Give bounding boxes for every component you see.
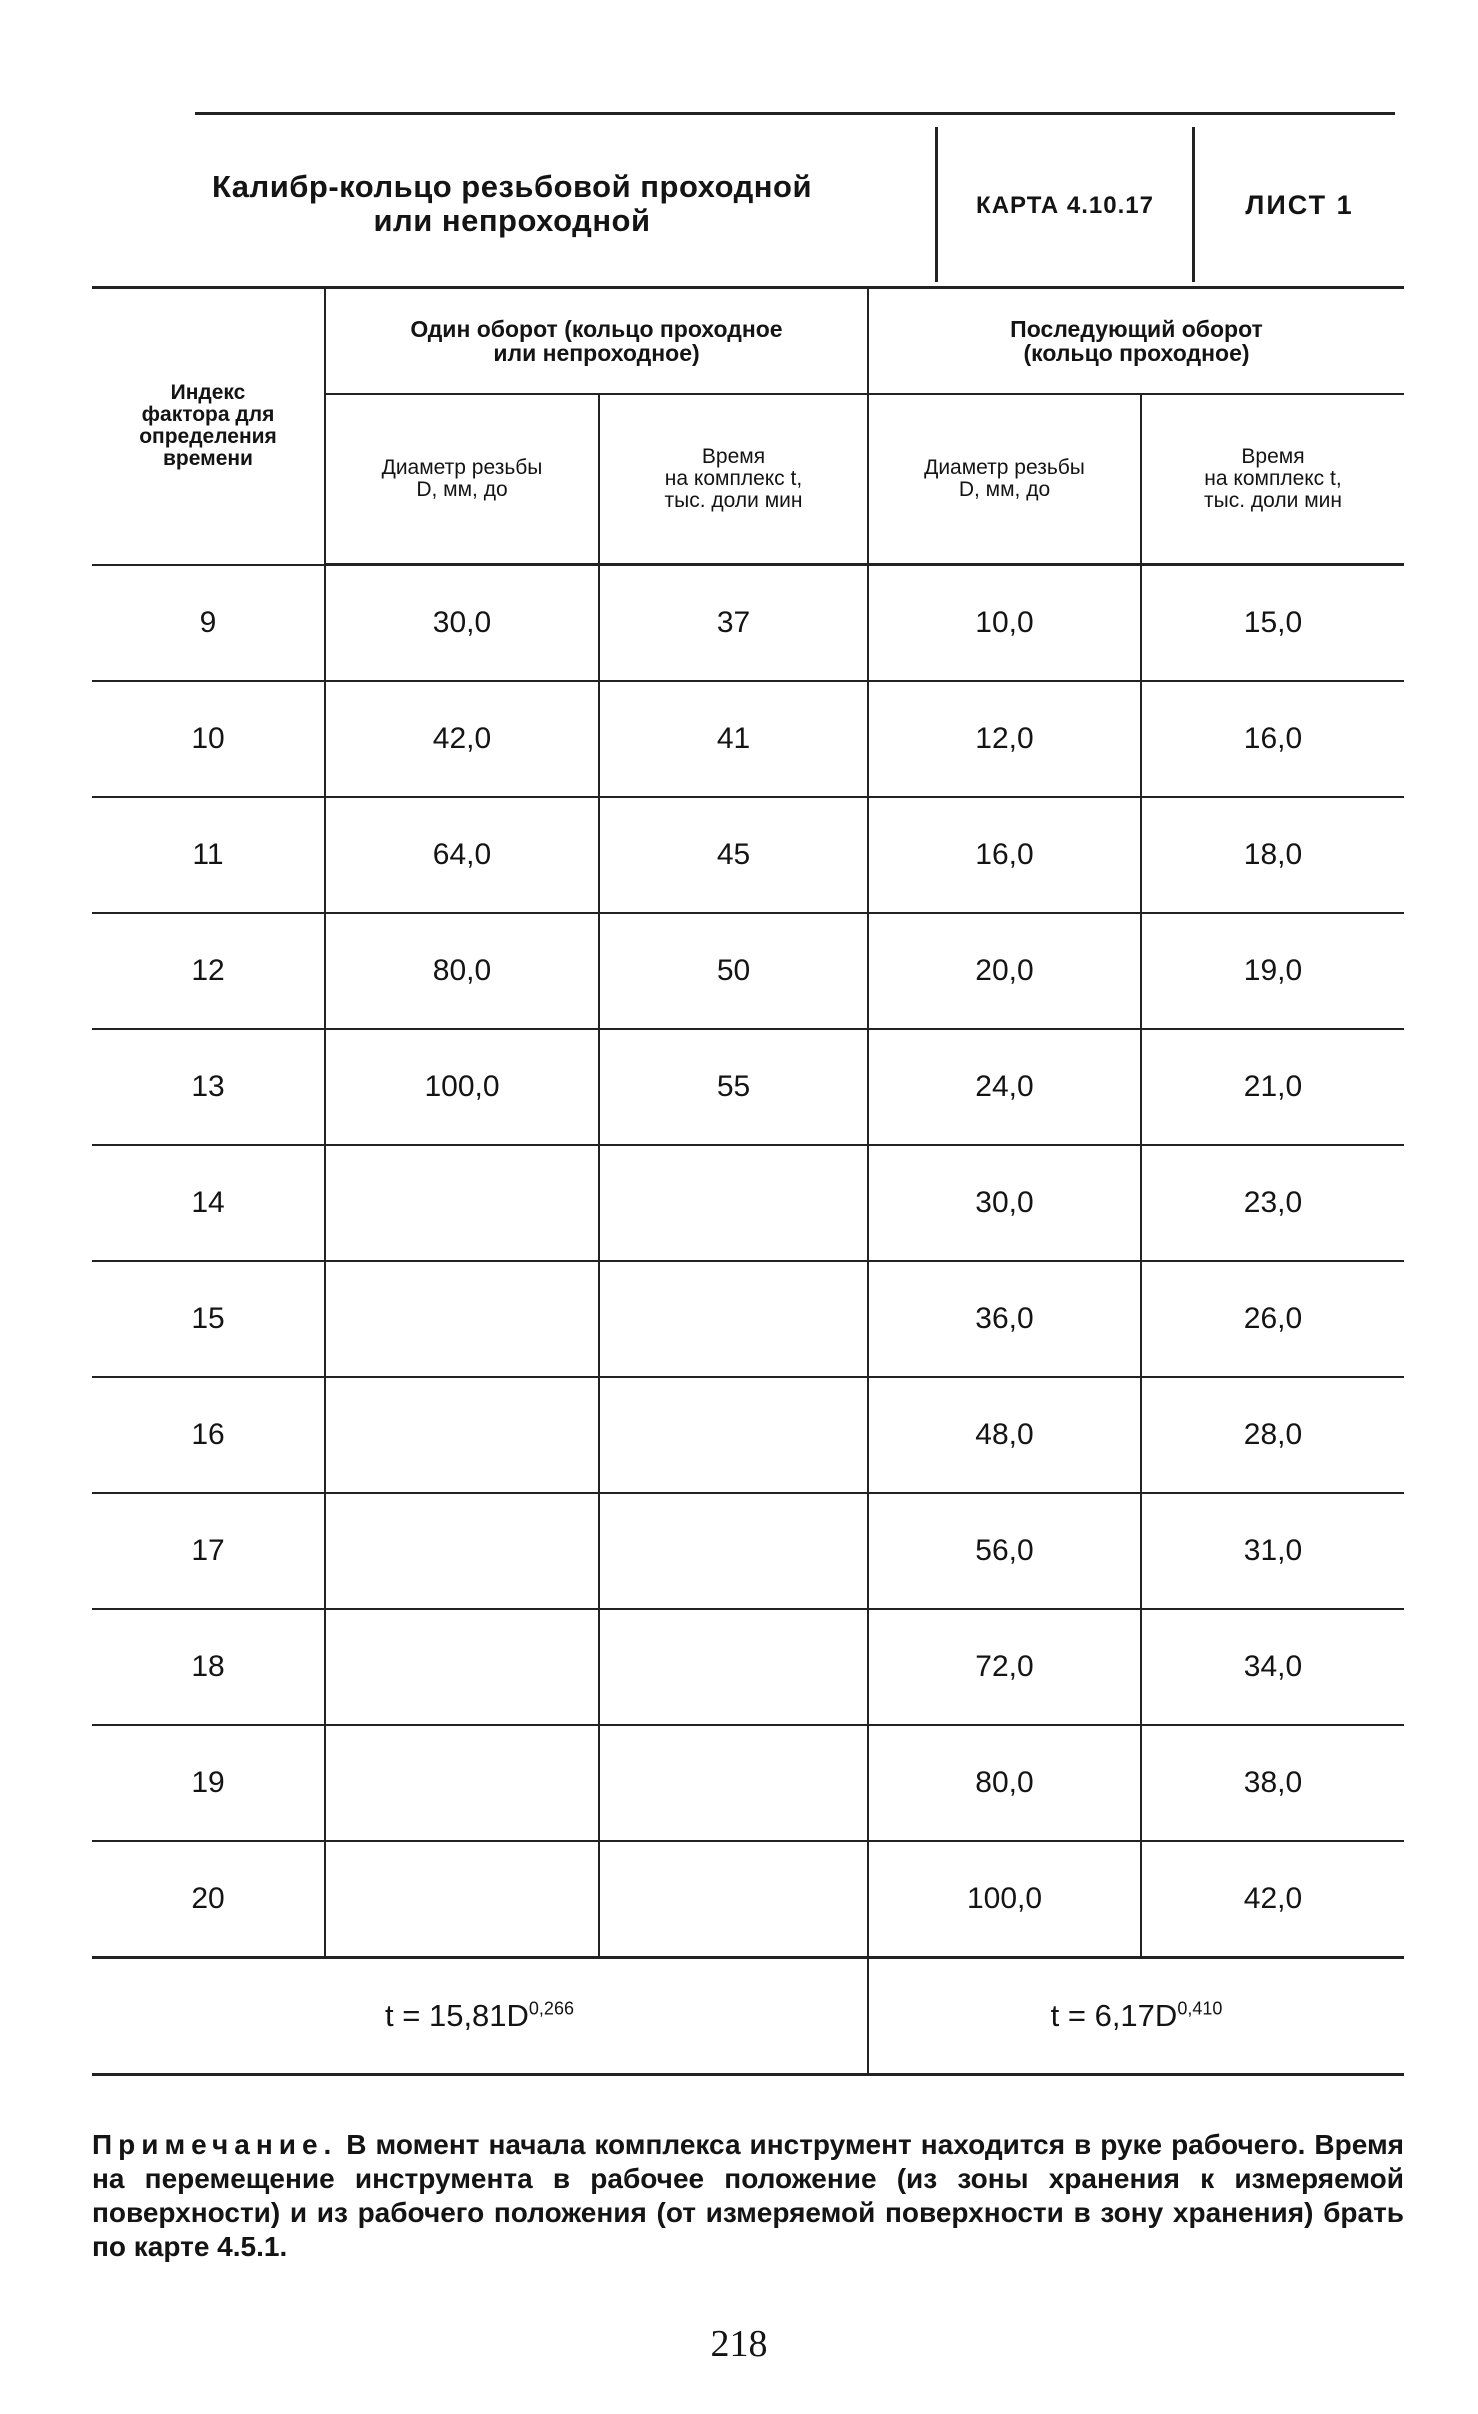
time-cell [599, 1725, 868, 1841]
time-cell: 26,0 [1141, 1261, 1404, 1377]
time-column-header: Время на комплекс t, тыс. доли мин [599, 394, 868, 565]
diameter-cell: 30,0 [325, 565, 599, 682]
table-row [92, 1261, 1404, 1377]
time-cell: 28,0 [1141, 1377, 1404, 1493]
time-cell [599, 1261, 868, 1377]
index-cell: 12 [92, 913, 325, 1029]
index-cell: 10 [92, 681, 325, 797]
page-number: 218 [710, 2323, 768, 2365]
diameter-cell [325, 1377, 599, 1493]
table-row [92, 1493, 1404, 1609]
time-cell: 16,0 [1141, 681, 1404, 797]
card-header [92, 122, 1404, 282]
time-cell: 31,0 [1141, 1493, 1404, 1609]
diameter-cell: 30,0 [868, 1145, 1141, 1261]
sheet-number: ЛИСТ 1 [1245, 190, 1354, 220]
index-cell: 19 [92, 1725, 325, 1841]
table-row [92, 913, 1404, 1029]
formula-row [92, 1958, 1404, 2075]
card-title: Калибр-кольцо резьбовой проходной или непроходной [211, 169, 813, 238]
group-header-next-turn: Последующий оборот (кольцо проходное) [868, 288, 1404, 395]
diameter-cell [325, 1725, 599, 1841]
time-cell: 34,0 [1141, 1609, 1404, 1725]
time-cell: 41 [599, 681, 868, 797]
index-cell: 18 [92, 1609, 325, 1725]
index-column-header: Индекс фактора для определения времени [92, 288, 325, 565]
diameter-cell: 16,0 [868, 797, 1141, 913]
table-row [92, 1377, 1404, 1493]
index-cell: 16 [92, 1377, 325, 1493]
diameter-cell: 100,0 [325, 1029, 599, 1145]
index-cell: 13 [92, 1029, 325, 1145]
time-cell [599, 1377, 868, 1493]
diameter-cell: 100,0 [868, 1841, 1141, 1958]
time-cell: 50 [599, 913, 868, 1029]
diameter-cell: 72,0 [868, 1609, 1141, 1725]
note-paragraph [92, 2128, 1404, 2264]
time-cell: 37 [599, 565, 868, 682]
diameter-column-header: Диаметр резьбы D, мм, до [868, 394, 1141, 565]
time-norm-table [92, 286, 1404, 2076]
time-cell: 19,0 [1141, 913, 1404, 1029]
diameter-cell: 48,0 [868, 1377, 1141, 1493]
group-header-one-turn: Один оборот (кольцо проходное или непроходное) [325, 288, 868, 395]
formula-exponent: 0,410 [1177, 1998, 1223, 2019]
time-cell [599, 1145, 868, 1261]
index-cell: 15 [92, 1261, 325, 1377]
time-cell: 23,0 [1141, 1145, 1404, 1261]
time-cell: 38,0 [1141, 1725, 1404, 1841]
index-cell: 17 [92, 1493, 325, 1609]
table-row [92, 565, 1404, 682]
time-cell [599, 1493, 868, 1609]
time-cell [599, 1841, 868, 1958]
diameter-cell: 56,0 [868, 1493, 1141, 1609]
index-cell: 9 [92, 565, 325, 682]
card-number: КАРТА 4.10.17 [976, 192, 1154, 219]
diameter-cell: 10,0 [868, 565, 1141, 682]
table-body [92, 565, 1404, 1958]
diameter-cell [325, 1609, 599, 1725]
time-cell: 42,0 [1141, 1841, 1404, 1958]
diameter-cell: 24,0 [868, 1029, 1141, 1145]
index-cell: 20 [92, 1841, 325, 1958]
diameter-cell [325, 1145, 599, 1261]
time-cell [599, 1609, 868, 1725]
top-rule [195, 112, 1395, 115]
formula-next-turn [868, 1958, 1404, 2075]
time-cell: 18,0 [1141, 797, 1404, 913]
table-row [92, 797, 1404, 913]
formula-base: t = 6,17D [1050, 1998, 1178, 2033]
table-row [92, 1029, 1404, 1145]
diameter-cell: 12,0 [868, 681, 1141, 797]
time-column-header: Время на комплекс t, тыс. доли мин [1141, 394, 1404, 565]
diameter-cell: 36,0 [868, 1261, 1141, 1377]
formula-exponent: 0,266 [528, 1998, 574, 2019]
note-label: Примечание. [92, 2129, 338, 2160]
formula-one-turn [92, 1958, 868, 2075]
index-cell: 11 [92, 797, 325, 913]
index-cell: 14 [92, 1145, 325, 1261]
table-row [92, 681, 1404, 797]
time-cell: 45 [599, 797, 868, 913]
formula-base: t = 15,81D [385, 1998, 529, 2033]
time-cell: 55 [599, 1029, 868, 1145]
time-cell: 21,0 [1141, 1029, 1404, 1145]
table-row [92, 1609, 1404, 1725]
diameter-cell: 80,0 [868, 1725, 1141, 1841]
time-cell: 15,0 [1141, 565, 1404, 682]
diameter-column-header: Диаметр резьбы D, мм, до [325, 394, 599, 565]
table-row [92, 1145, 1404, 1261]
note-text: В момент начала комплекса инструмент находится в руке рабочего. Время на перемещение инструмента в рабочее положение (из зоны хранения к измеряемой поверхности) и из рабочего положения (от измеряемой поверхности в зону хранения) брать по карте 4.5.1. [92, 2129, 1404, 2262]
diameter-cell: 80,0 [325, 913, 599, 1029]
diameter-cell: 42,0 [325, 681, 599, 797]
diameter-cell: 64,0 [325, 797, 599, 913]
diameter-cell [325, 1841, 599, 1958]
diameter-cell [325, 1493, 599, 1609]
diameter-cell [325, 1261, 599, 1377]
table-row [92, 1841, 1404, 1958]
diameter-cell: 20,0 [868, 913, 1141, 1029]
table-row [92, 1725, 1404, 1841]
